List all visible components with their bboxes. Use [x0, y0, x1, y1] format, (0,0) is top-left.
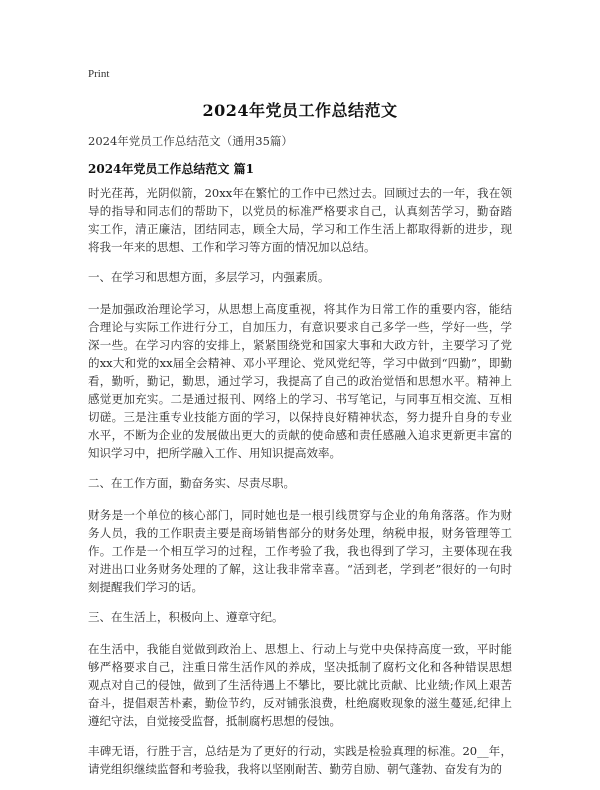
- document-subtitle: 2024年党员工作总结范文（通用35篇）: [88, 134, 293, 148]
- paragraph-heading-life: 三、在生活上，积极向上、遵章守纪。: [88, 610, 284, 624]
- paragraph-study: 一是加强政治理论学习，从思想上高度重视，将其作为日常工作的重要内容，能结合理论与实际工作进行分工，自加压力，有意识要求自己多学一些，学好一些，学深一些。在学习内容的安排上，紧紧围绕党和国家大事和大政方针，主要学习了党的xx大和党的xx届全会精神、邓小平理论、党风党纪等，学习中做到“四勤”，即勤看，勤听，勤记，勤思，通过学习，我提高了自己的政治觉悟和思想水平。精神上感觉更加充实。二是通过报刊、网络上的学习、书写笔记，与同事互相交流、互相切磋。三是注重专业技能方面的学习，以保持良好精神状态，努力提升自身的专业水平，不断为企业的发展做出更大的贡献的使命感和责任感融入追求更新更丰富的知识学习中，把所学融入工作、用知识提高效率。: [88, 302, 512, 460]
- section-heading: 2024年党员工作总结范文 篇1: [88, 162, 254, 176]
- print-label[interactable]: Print: [88, 68, 110, 80]
- document-title: 2024年党员工作总结范文: [202, 101, 398, 120]
- paragraph-work: 财务是一个单位的核心部门，同时她也是一根引线贯穿与企业的角角落落。作为财务人员，我的工作职责主要是商场销售部分的财务处理，纳税申报，财务管理等工作。工作是一个相互学习的过程，工作考验了我，我也得到了学习，主要体现在我对进出口业务财务处理的了解，这让我非常幸喜。“活到老，学到老”很好的一句时刻提醒我们学习的话。: [88, 508, 512, 594]
- paragraph-closing: 丰碑无语，行胜于言，总结是为了更好的行动，实践是检验真理的标准。20__年，请党组织继续监督和考验我，我将以坚刚耐苦、勤劳自励、朝气蓬勃、奋发有为的: [88, 744, 512, 776]
- paragraph-intro: 时光荏苒，光阴似箭，20xx年在繁忙的工作中已然过去。回顾过去的一年，我在领导的指导和同志们的帮助下，以党员的标准严格要求自己，认真刻苦学习，勤奋踏实工作，清正廉洁，团结同志，顾全大局，学习和工作生活上都取得新的进步，现将我一年来的思想、工作和学习等方面的情况加以总结。: [88, 186, 512, 254]
- document-body: [88, 184, 512, 790]
- paragraph-heading-work: 二、在工作方面，勤奋务实、尽责尽职。: [88, 476, 295, 490]
- paragraph-heading-study: 一、在学习和思想方面，多层学习，内强素质。: [88, 270, 330, 284]
- paragraph-life: 在生活中，我能自觉做到政治上、思想上、行动上与党中央保持高度一致，平时能够严格要求自己，注重日常生活作风的养成，坚决抵制了腐朽文化和各种错误思想观点对自己的侵蚀，做到了生活待遇上不攀比，要比就比贡献、比业绩;作风上艰苦奋斗，提倡艰苦朴素，勤俭节约，反对铺张浪费，杜绝腐败现象的滋生蔓延,纪律上遵纪守法，自觉接受监督，抵制腐朽思想的侵蚀。: [88, 642, 512, 728]
